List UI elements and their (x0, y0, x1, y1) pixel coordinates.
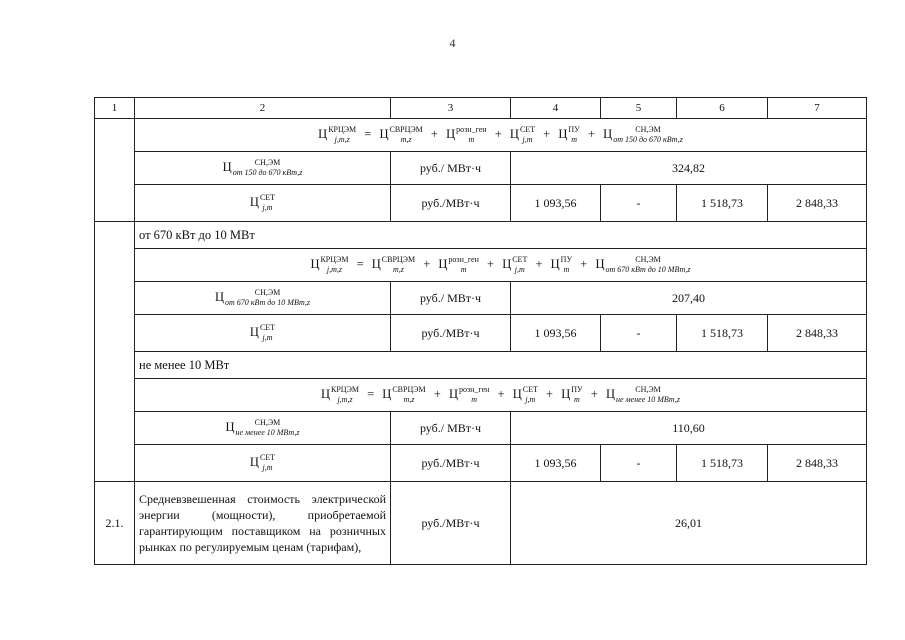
header-col-3: 3 (391, 98, 511, 119)
header-col-5: 5 (601, 98, 677, 119)
empty-cell (95, 412, 135, 445)
empty-cell (95, 185, 135, 222)
sn-em-row (95, 412, 867, 445)
unit-cell: руб./МВт·ч (391, 315, 511, 352)
value-col-7: 2 848,33 (768, 445, 867, 482)
formula-row (95, 379, 867, 412)
empty-cell (95, 152, 135, 185)
header-col-6: 6 (677, 98, 768, 119)
price-formula: Ц КРЦЭМ j,m,z = Ц СВРЦЭМ m,z + Ц розн_ген m + Ц СЕТ j,m + Ц ПУ m + Ц СН,ЭМ не менее 10 МВт,z (320, 385, 680, 404)
formula-row (95, 119, 867, 152)
set-symbol: Ц СЕТ j,m (135, 445, 391, 482)
formula-cell (135, 119, 867, 152)
value-col-5: - (601, 445, 677, 482)
value-cell: 110,60 (511, 412, 867, 445)
header-col-1: 1 (95, 98, 135, 119)
value-cell: 26,01 (511, 482, 867, 565)
unit-cell: руб./ МВт·ч (391, 282, 511, 315)
value-cell: 324,82 (511, 152, 867, 185)
unit-cell: руб./ МВт·ч (391, 152, 511, 185)
formula-cell (135, 379, 867, 412)
value-col-5: - (601, 185, 677, 222)
header-col-2: 2 (135, 98, 391, 119)
sn-em-row (95, 282, 867, 315)
value-col-4: 1 093,56 (511, 315, 601, 352)
header-col-4: 4 (511, 98, 601, 119)
row-2-1 (95, 482, 867, 565)
section-label: не менее 10 МВт (135, 352, 867, 379)
value-col-7: 2 848,33 (768, 315, 867, 352)
unit-cell: руб./МВт·ч (391, 445, 511, 482)
sn-em-symbol: Ц СН,ЭМ от 670 кВт до 10 МВт,z (135, 282, 391, 315)
tariff-table (94, 97, 867, 565)
value-col-4: 1 093,56 (511, 185, 601, 222)
unit-cell: руб./ МВт·ч (391, 412, 511, 445)
value-col-7: 2 848,33 (768, 185, 867, 222)
set-row (95, 445, 867, 482)
empty-cell (95, 379, 135, 412)
row-number: 2.1. (95, 482, 135, 565)
value-cell: 207,40 (511, 282, 867, 315)
value-col-5: - (601, 315, 677, 352)
empty-cell (95, 352, 135, 379)
empty-cell (95, 282, 135, 315)
empty-cell (95, 222, 135, 249)
price-formula: Ц КРЦЭМ j,m,z = Ц СВРЦЭМ m,z + Ц розн_ген m + Ц СЕТ j,m + Ц ПУ m + Ц СН,ЭМ от 670 кВт до 10 МВт,z (310, 255, 691, 274)
sn-em-symbol: Ц СН,ЭМ от 150 до 670 кВт,z (135, 152, 391, 185)
set-row (95, 185, 867, 222)
price-formula: Ц КРЦЭМ j,m,z = Ц СВРЦЭМ m,z + Ц розн_ген m + Ц СЕТ j,m + Ц ПУ m + Ц СН,ЭМ от 150 до 670 кВт,z (318, 125, 683, 144)
sn-em-row (95, 152, 867, 185)
set-symbol: Ц СЕТ j,m (135, 185, 391, 222)
value-col-4: 1 093,56 (511, 445, 601, 482)
value-col-6: 1 518,73 (677, 445, 768, 482)
sn-em-symbol: Ц СН,ЭМ не менее 10 МВт,z (135, 412, 391, 445)
formula-cell (135, 249, 867, 282)
page-number: 4 (449, 36, 456, 50)
empty-cell (95, 249, 135, 282)
empty-cell (95, 445, 135, 482)
section-label-row (95, 222, 867, 249)
unit-cell: руб./МВт·ч (391, 482, 511, 565)
section-label-row (95, 352, 867, 379)
formula-row (95, 249, 867, 282)
empty-cell (95, 119, 135, 152)
set-row (95, 315, 867, 352)
empty-cell (95, 315, 135, 352)
set-symbol: Ц СЕТ j,m (135, 315, 391, 352)
value-col-6: 1 518,73 (677, 185, 768, 222)
section-label: от 670 кВт до 10 МВт (135, 222, 867, 249)
value-col-6: 1 518,73 (677, 315, 768, 352)
row-description: Средневзвешенная стоимость электрической энергии (мощности), приобретаемой гарантирующим поставщиком на розничных рынках по регулируемым ценам (тарифам), (135, 482, 391, 565)
header-row (95, 98, 867, 119)
header-col-7: 7 (768, 98, 867, 119)
unit-cell: руб./МВт·ч (391, 185, 511, 222)
